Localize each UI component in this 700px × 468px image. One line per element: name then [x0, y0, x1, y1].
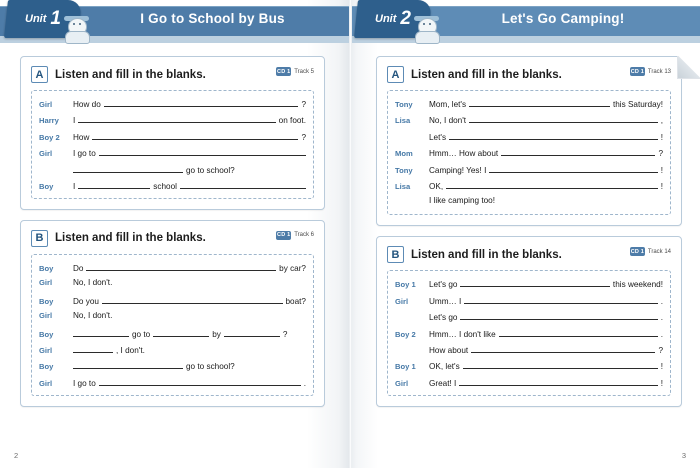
utterance-text: I go to	[73, 378, 96, 388]
utterance-text: ?	[658, 345, 663, 355]
left-page-number: 2	[14, 451, 19, 460]
dialogue-line	[39, 180, 306, 191]
speaker-label: Boy	[39, 263, 54, 273]
dialogue-line	[39, 295, 306, 306]
exercise-block	[20, 220, 325, 407]
book-gutter	[349, 0, 352, 468]
dialogue-box	[31, 254, 314, 396]
utterance-text: ?	[282, 329, 288, 339]
utterance-text: !	[660, 362, 663, 372]
utterance-text: ,	[660, 116, 663, 126]
answer-blank[interactable]	[460, 311, 657, 320]
utterance-text: !	[660, 378, 663, 388]
answer-blank[interactable]	[471, 344, 655, 353]
utterance-text: I	[73, 181, 76, 191]
utterance-text: !	[660, 132, 663, 142]
utterance-text: .	[660, 313, 663, 323]
dialogue-line	[395, 196, 663, 207]
dialogue-line	[39, 164, 306, 175]
utterance	[429, 377, 663, 388]
utterance	[73, 98, 306, 109]
utterance	[429, 278, 663, 289]
answer-blank[interactable]	[460, 278, 610, 287]
utterance-text: ?	[301, 100, 306, 109]
answer-blank[interactable]	[86, 262, 276, 271]
cd-icon: CD 1	[630, 248, 645, 255]
utterance-text: on foot.	[278, 116, 306, 126]
dialogue-line	[395, 328, 663, 339]
dialogue-line	[395, 114, 663, 125]
speaker-label: Girl	[395, 378, 409, 388]
dialogue-line	[395, 164, 663, 175]
utterance-text: ?	[658, 149, 663, 159]
utterance-text: How	[73, 132, 90, 142]
dialogue-line	[39, 278, 306, 289]
utterance	[429, 344, 663, 355]
utterance-text: !	[660, 165, 663, 175]
utterance-text: this Saturday!	[612, 100, 663, 109]
utterance	[73, 262, 306, 273]
utterance-text: Let's go	[429, 280, 458, 290]
answer-blank[interactable]	[446, 180, 658, 189]
dialogue-line	[39, 344, 306, 355]
speaker-label: Tony	[395, 100, 413, 109]
dialogue-line	[39, 98, 306, 109]
speaker-label: Girl	[39, 149, 53, 159]
audio-track-badge	[630, 247, 671, 256]
utterance-text: No, I don't	[429, 116, 467, 126]
exercise-letter: A	[387, 66, 404, 83]
exercise-block	[376, 236, 682, 406]
exercise-instruction: Listen and fill in the blanks.	[411, 248, 562, 261]
right-page-banner	[350, 0, 700, 46]
utterance-text: How do	[73, 100, 101, 109]
dialogue-box	[387, 90, 671, 215]
speaker-label: Lisa	[395, 181, 411, 191]
utterance-text: I	[73, 116, 76, 126]
speaker-label: Boy	[39, 181, 54, 191]
right-page-body	[350, 46, 700, 407]
speaker-label: Boy 1	[395, 280, 416, 290]
exercise-header	[387, 66, 671, 83]
answer-blank[interactable]	[499, 328, 658, 337]
utterance	[73, 344, 306, 355]
answer-blank[interactable]	[78, 114, 275, 123]
utterance	[429, 196, 663, 205]
answer-blank[interactable]	[459, 377, 657, 386]
dialogue-line	[39, 131, 306, 142]
utterance-text: OK,	[429, 181, 444, 191]
utterance	[73, 311, 306, 320]
answer-blank[interactable]	[73, 164, 183, 173]
unit-label: Unit	[25, 13, 47, 25]
utterance	[73, 147, 306, 158]
track-label: Track 6	[294, 232, 314, 239]
dialogue-line	[39, 377, 306, 388]
dialogue-line	[395, 131, 663, 142]
utterance-text: Do	[73, 263, 84, 273]
mascot-icon	[62, 16, 92, 42]
utterance-text: Great! I	[429, 378, 457, 388]
utterance-text: Hmm… How about	[429, 149, 499, 159]
utterance-text: school	[153, 181, 177, 191]
utterance-text: Let's go	[429, 313, 458, 323]
answer-blank[interactable]	[73, 344, 113, 353]
utterance-text: Camping! Yes! I	[429, 165, 487, 175]
exercise-instruction: Listen and fill in the blanks.	[55, 232, 206, 245]
utterance	[73, 360, 306, 371]
utterance-text: by car?	[279, 263, 306, 273]
utterance-text: go to school?	[186, 362, 235, 372]
utterance-text: I go to	[73, 149, 96, 159]
speaker-label: Boy	[39, 362, 54, 372]
answer-blank[interactable]	[489, 164, 657, 173]
utterance-text: I like camping too!	[429, 196, 495, 206]
speaker-label: Girl	[39, 345, 53, 355]
answer-blank[interactable]	[464, 295, 657, 304]
audio-track-badge	[630, 67, 671, 76]
utterance-text: No, I don't.	[73, 278, 113, 288]
utterance	[429, 328, 663, 339]
dialogue-line	[395, 295, 663, 306]
answer-blank[interactable]	[102, 295, 283, 304]
dialogue-line	[39, 328, 306, 339]
answer-blank[interactable]	[73, 360, 183, 369]
dialogue-line	[395, 344, 663, 355]
utterance	[73, 131, 306, 142]
dialogue-line	[39, 114, 306, 125]
utterance-text: No, I don't.	[73, 311, 113, 321]
utterance-text: go to school?	[186, 165, 235, 175]
answer-blank[interactable]	[501, 147, 655, 156]
dialogue-line	[39, 262, 306, 273]
speaker-label: Boy	[39, 329, 54, 339]
speaker-label: Lisa	[395, 116, 411, 126]
dialogue-line	[395, 147, 663, 158]
dialogue-line	[395, 180, 663, 191]
utterance-text: How about	[429, 345, 469, 355]
right-page-number: 3	[681, 451, 686, 460]
page-corner-fold	[677, 56, 700, 79]
utterance-text: OK, let's	[429, 362, 460, 372]
exercise-instruction: Listen and fill in the blanks.	[411, 68, 562, 81]
utterance	[429, 114, 663, 125]
speaker-label: Boy 1	[395, 362, 416, 372]
left-page-body	[0, 46, 349, 407]
utterance-text: ?	[301, 132, 306, 142]
unit-label: Unit	[375, 13, 397, 25]
utterance-text: , I don't.	[116, 345, 145, 355]
exercise-header	[387, 246, 671, 263]
utterance-text: .	[660, 329, 663, 339]
utterance	[429, 98, 663, 109]
utterance	[429, 295, 663, 306]
answer-blank[interactable]	[92, 131, 298, 140]
dialogue-line	[39, 360, 306, 371]
dialogue-box	[387, 270, 671, 395]
answer-blank[interactable]	[99, 147, 306, 156]
utterance-text: boat?	[285, 296, 306, 306]
utterance	[429, 131, 663, 142]
exercise-letter: B	[387, 246, 404, 263]
utterance	[73, 164, 306, 175]
dialogue-line	[395, 311, 663, 322]
dialogue-line	[395, 278, 663, 289]
speaker-label: Boy 2	[39, 132, 60, 142]
answer-blank[interactable]	[78, 180, 150, 189]
speaker-label: Girl	[39, 311, 53, 321]
cd-icon: CD 1	[630, 68, 645, 75]
audio-track-badge	[276, 67, 314, 76]
answer-blank[interactable]	[104, 98, 299, 107]
track-label: Track 13	[647, 68, 671, 75]
cd-icon: CD 1	[277, 68, 291, 75]
answer-blank[interactable]	[463, 360, 658, 369]
exercise-instruction: Listen and fill in the blanks.	[55, 68, 206, 81]
exercise-header	[31, 230, 314, 247]
utterance	[429, 164, 663, 175]
answer-blank[interactable]	[153, 328, 209, 337]
utterance-text: .	[303, 378, 306, 388]
answer-blank[interactable]	[224, 328, 280, 337]
utterance	[73, 295, 306, 306]
answer-blank[interactable]	[73, 328, 129, 337]
utterance-text: by	[212, 329, 221, 339]
speaker-label: Boy 2	[395, 329, 416, 339]
utterance-text: !	[660, 181, 663, 191]
unit-number: 2	[400, 8, 411, 29]
utterance-text: go to	[132, 329, 151, 339]
utterance-text: Let's	[429, 132, 447, 142]
track-label: Track 5	[294, 68, 314, 75]
right-unit-title: Let's Go Camping!	[501, 11, 625, 26]
dialogue-line	[395, 377, 663, 388]
speaker-label: Girl	[39, 378, 53, 388]
utterance-text: Mom, let's	[429, 100, 467, 109]
answer-blank[interactable]	[469, 98, 610, 107]
utterance	[429, 180, 663, 191]
utterance-text: Umm… I	[429, 296, 462, 306]
utterance	[73, 180, 306, 191]
utterance	[73, 328, 306, 339]
dialogue-line	[395, 360, 663, 371]
audio-track-badge	[276, 231, 314, 240]
utterance	[429, 360, 663, 371]
answer-blank[interactable]	[469, 114, 658, 123]
unit-number: 1	[50, 8, 61, 29]
track-label: Track 14	[647, 248, 671, 255]
utterance-text: .	[660, 296, 663, 306]
dialogue-line	[395, 98, 663, 109]
cd-icon: CD 1	[277, 232, 291, 239]
utterance	[429, 311, 663, 322]
speaker-label: Harry	[39, 116, 59, 126]
answer-blank[interactable]	[449, 131, 658, 140]
utterance-text: this weekend!	[612, 280, 663, 290]
exercise-letter: A	[31, 66, 48, 83]
utterance-text: Hmm… I don't like	[429, 329, 496, 339]
utterance	[429, 147, 663, 158]
exercise-block	[376, 56, 682, 226]
right-page	[350, 0, 700, 468]
speaker-label: Girl	[395, 296, 409, 306]
utterance	[73, 278, 306, 287]
speaker-label: Mom	[395, 149, 413, 159]
exercise-block	[20, 56, 325, 210]
speaker-label: Boy	[39, 296, 54, 306]
dialogue-line	[39, 311, 306, 322]
left-page-banner	[0, 0, 349, 46]
dialogue-line	[39, 147, 306, 158]
utterance	[73, 114, 306, 125]
dialogue-box	[31, 90, 314, 199]
speaker-label: Girl	[39, 100, 53, 109]
answer-blank[interactable]	[180, 180, 306, 189]
exercise-header	[31, 66, 314, 83]
mascot-icon	[412, 16, 442, 42]
utterance-text: Do you	[73, 296, 99, 306]
utterance	[73, 377, 306, 388]
answer-blank[interactable]	[99, 377, 301, 386]
left-unit-title: I Go to School by Bus	[140, 11, 285, 26]
exercise-letter: B	[31, 230, 48, 247]
speaker-label: Girl	[39, 278, 53, 288]
speaker-label: Tony	[395, 165, 413, 175]
